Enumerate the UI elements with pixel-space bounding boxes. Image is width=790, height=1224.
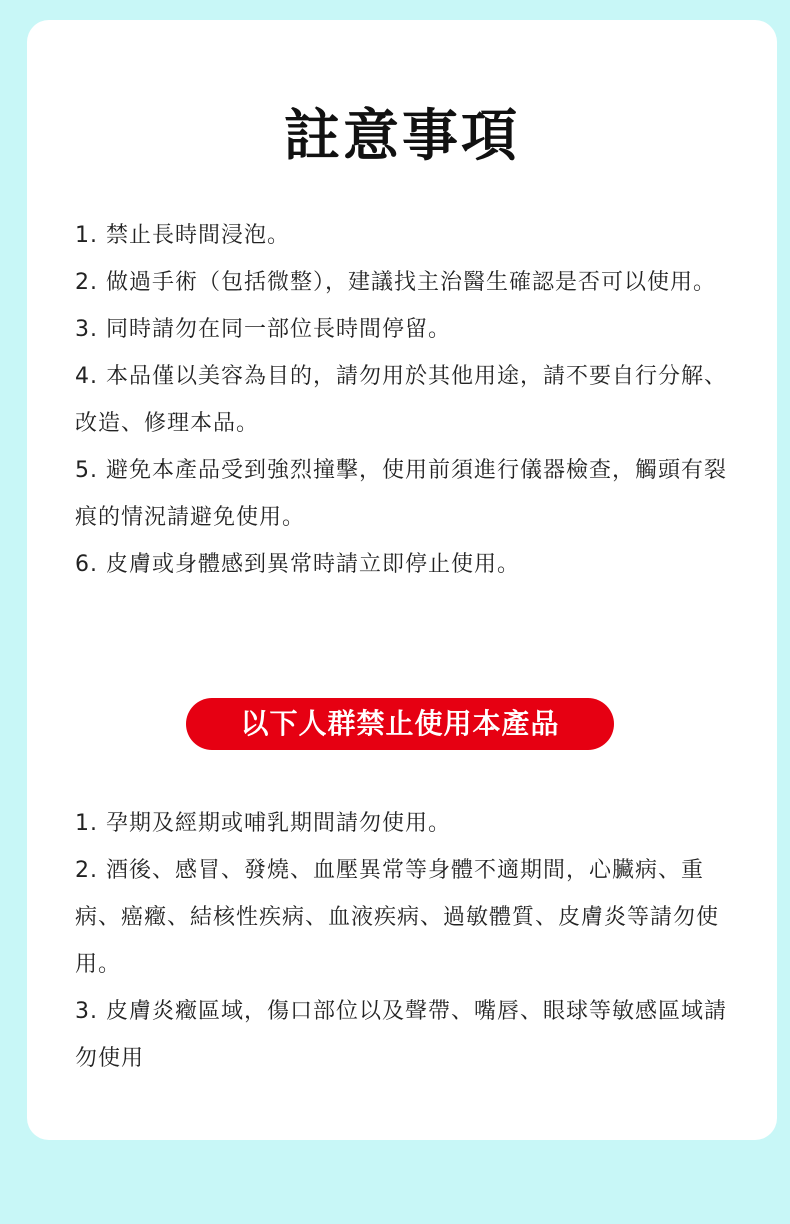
notice-card (27, 20, 777, 1140)
notice-item: 2. 做過手術（包括微整），建議找主治醫生確認是否可以使用。 (75, 270, 716, 295)
prohibited-item: 2. 酒後、感冒、發燒、血壓異常等身體不適期間，心臟病、重病、癌癥、結核性疾病、血液疾病、過敏體質、皮膚炎等請勿使用。 (75, 858, 720, 977)
page-title: 註意事項 (284, 104, 520, 169)
prohibited-banner: 以下人群禁止使用本產品 (186, 698, 614, 750)
notice-item: 5. 避免本產品受到強烈撞擊，使用前須進行儀器檢查，觸頭有裂痕的情況請避免使用。 (75, 458, 727, 530)
notice-item: 6. 皮膚或身體感到異常時請立即停止使用。 (75, 552, 520, 577)
prohibited-item: 1. 孕期及經期或哺乳期間請勿使用。 (75, 811, 451, 836)
notice-item: 1. 禁止長時間浸泡。 (75, 223, 290, 248)
notice-list (75, 212, 735, 588)
prohibited-list (75, 800, 735, 1082)
notice-item: 4. 本品僅以美容為目的，請勿用於其他用途，請不要自行分解、改造、修理本品。 (75, 364, 727, 436)
prohibited-item: 3. 皮膚炎癥區域，傷口部位以及聲帶、嘴唇、眼球等敏感區域請勿使用 (75, 999, 727, 1071)
notice-item: 3. 同時請勿在同一部位長時間停留。 (75, 317, 451, 342)
